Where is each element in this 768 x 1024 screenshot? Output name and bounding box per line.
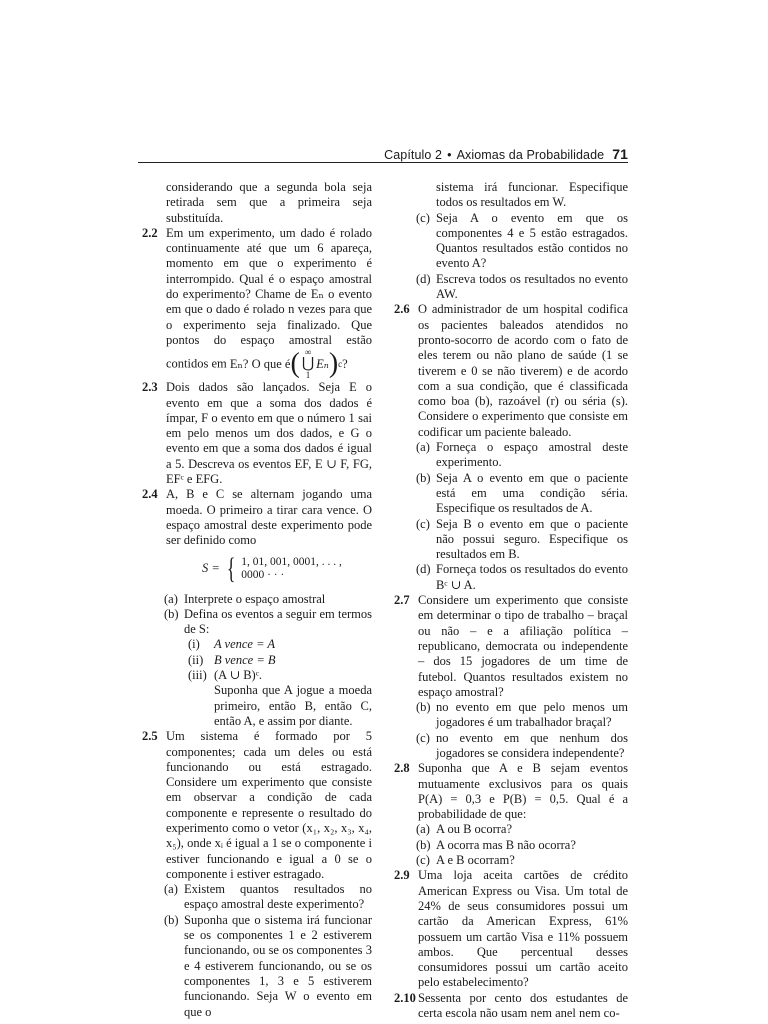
right-column bbox=[392, 180, 628, 1021]
item-a bbox=[140, 592, 372, 607]
problem-2-2 bbox=[140, 226, 372, 380]
item-label: (c) bbox=[416, 516, 430, 531]
item-d bbox=[392, 562, 628, 593]
problem-text: A, B e C se alternam jogando uma moeda. O primeiro a tirar cara vence. O espaço amostral deste experimento pode ser definido como bbox=[166, 487, 372, 548]
item-a bbox=[140, 882, 372, 913]
problem-number: 2.7 bbox=[394, 593, 410, 608]
item-label: (a) bbox=[416, 440, 430, 455]
problem-text: Sessenta por cento dos estudantes de certa escola não usam nem anel nem co- bbox=[418, 990, 628, 1021]
left-paren: ( bbox=[290, 348, 300, 380]
subitem-i bbox=[140, 637, 372, 652]
problem-text: Em um experimento, um dado é rolado continuamente até que um 6 apareça, momento em que o experimento é interrompido. Qual é o espaço amostral do experimento? Chame de Eₙ o evento em que o dado é rolado n vezes para que o experimento seja finalizado. Que pontos do espaço amostral estão contidos em bbox=[166, 225, 372, 371]
item-text: Defina os eventos a seguir em termos de S: bbox=[184, 606, 372, 637]
union-upper: ∞ bbox=[304, 347, 312, 358]
item-b bbox=[392, 838, 628, 853]
item-text: A e B ocorram? bbox=[436, 853, 515, 868]
problem-number: 2.3 bbox=[142, 380, 158, 395]
problem-text: Considere um experimento que consiste em determinar o tipo de trabalho – braçal ou não – e a afiliação política – republicano, democrata ou independente – dos 15 jogadores de um time de futebol. Quantos resultados existem no espaço amostral? bbox=[418, 593, 628, 699]
right-paren: ) bbox=[328, 348, 339, 380]
problem-text: Um sistema é formado por 5 componentes; cada um deles ou está funcionando ou está estragado. Considere um experimento que consiste em observar a condição de cada componente e represente o resultado do experimento como o vetor (x₁, x₂, x₃, x₄, x₅), onde xᵢ é igual a 1 se o componente i estiver funcionando e igual a 0 se o componente i estiver estragado. bbox=[166, 729, 372, 881]
item-b bbox=[392, 700, 628, 731]
subitem-label: (ii) bbox=[188, 652, 204, 667]
item-label: (a) bbox=[164, 591, 178, 606]
subitem-label: (i) bbox=[188, 637, 200, 652]
problem-text: Dois dados são lançados. Seja E o evento em que a soma dos dados é ímpar, F o evento em que o número 1 sai em pelo menos um dos dados, e G o evento em que a soma dos dados é igual a 5. Descreva os eventos EF, E ∪ F, FG, EFᶜ e EFG. bbox=[166, 380, 372, 487]
problem-note: Suponha que A jogue a moeda primeiro, então B, então C, então A, e assim por diante. bbox=[214, 683, 372, 728]
item-c bbox=[392, 517, 628, 563]
header-rule bbox=[138, 162, 628, 163]
set-line-2: 0000 · · · bbox=[241, 568, 285, 581]
subitem-text: (A ∪ B)ᶜ. bbox=[214, 668, 263, 683]
item-text: Escreva todos os resultados no evento AW. bbox=[436, 271, 628, 302]
problem-number: 2.2 bbox=[142, 225, 158, 240]
item-label: (b) bbox=[416, 700, 431, 715]
item-c bbox=[392, 731, 628, 762]
set-elements bbox=[241, 556, 342, 582]
problem-2-5 bbox=[140, 729, 372, 882]
item-c bbox=[392, 211, 628, 272]
item-text: Seja A o evento em que o paciente está em uma condição séria. Especifique os resultados de A. bbox=[436, 470, 628, 516]
item-text: A ocorra mas B não ocorra? bbox=[436, 837, 576, 852]
problem-number: 2.9 bbox=[394, 868, 410, 883]
subitem-ii bbox=[140, 653, 372, 668]
problem-text: Suponha que A e B sejam eventos mutuamente exclusivos para os quais P(A) = 0,3 e P(B) = 0,5. Qual é a probabilidade de que: bbox=[418, 761, 628, 822]
item-text: Forneça todos os resultados do evento Bᶜ ∪ A. bbox=[436, 562, 628, 592]
continuation-text: considerando que a segunda bola seja retirada sem que a primeira seja substituída. bbox=[166, 180, 372, 225]
union-formula bbox=[230, 348, 348, 380]
set-brace: { bbox=[226, 551, 236, 585]
problem-text: O administrador de um hospital codifica os pacientes baleados atendidos no pronto-socorro de acordo com o fato de eles terem ou não plano de saúde (1 se tiverem e 0 se não tiverem) e de acordo com a sua condição, que é classificada como boa (b), razoável (r) ou séria (s). Considere o experimento que consiste em codificar um paciente baleado. bbox=[418, 302, 628, 439]
item-text: no evento em que nenhum dos jogadores se considera independente? bbox=[436, 730, 628, 760]
page-number: 71 bbox=[612, 146, 628, 162]
problem-number: 2.5 bbox=[142, 729, 158, 744]
set-line-1: 1, 01, 001, 0001, . . . , bbox=[241, 555, 342, 568]
item-b bbox=[392, 471, 628, 517]
item-label: (b) bbox=[164, 912, 179, 927]
item-b bbox=[140, 913, 372, 1020]
subitem-iii bbox=[140, 668, 372, 683]
union-operator bbox=[302, 348, 314, 380]
problem-number: 2.8 bbox=[394, 761, 410, 776]
problem-number: 2.4 bbox=[142, 487, 158, 502]
item-a bbox=[392, 440, 628, 471]
item-text: Forneça o espaço amostral deste experimento. bbox=[436, 440, 628, 470]
item-text: Suponha que o sistema irá funcionar se os componentes 1 e 2 estiverem funcionando, ou se os componentes 3 e 4 estiverem funcionando, ou se os componentes 1, 3 e 5 estiverem funcionando. Seja W o evento em que o bbox=[184, 912, 372, 1019]
problem-2-6 bbox=[392, 302, 628, 440]
item-text: Interprete o espaço amostral bbox=[184, 591, 326, 606]
item-b bbox=[140, 607, 372, 638]
subitem-text: B vence = B bbox=[214, 652, 276, 667]
set-lhs: S = bbox=[202, 560, 220, 575]
item-label: (b) bbox=[416, 837, 431, 852]
problem-2-9 bbox=[392, 868, 628, 990]
item-label: (c) bbox=[416, 210, 430, 225]
item-label: (b) bbox=[416, 470, 431, 485]
item-c bbox=[392, 853, 628, 868]
formula-prefix: Eₙ? O que é bbox=[229, 356, 291, 371]
item-text: no evento em que pelo menos um jogadores é um trabalhador braçal? bbox=[436, 700, 628, 730]
item-label: (d) bbox=[416, 271, 431, 286]
item-label: (a) bbox=[164, 882, 178, 897]
sample-space-set bbox=[140, 551, 372, 585]
union-term: Eₙ bbox=[316, 356, 329, 371]
problem-text: Uma loja aceita cartões de crédito American Express ou Visa. Um total de 24% de seus consumidores possui um cartão da American Express, 61% possuem um cartão Visa e 11% possuem ambos. Que percentual desses consumidores possui um cartão aceito pelo estabelecimento? bbox=[418, 868, 628, 990]
problem-2-3 bbox=[140, 380, 372, 487]
item-text: Seja A o evento em que os componentes 4 e 5 estão estragados. Quantos resultados estão contidos no evento A? bbox=[436, 210, 628, 271]
item-label: (a) bbox=[416, 822, 430, 837]
item-label: (c) bbox=[416, 730, 430, 745]
continuation-text bbox=[392, 180, 628, 211]
item-text: Seja B o evento em que o paciente não possui seguro. Especifique os resultados em B. bbox=[436, 516, 628, 562]
union-lower: 1 bbox=[305, 370, 311, 381]
item-text: A ou B ocorra? bbox=[436, 822, 513, 837]
item-text: Existem quantos resultados no espaço amostral deste experimento? bbox=[184, 882, 372, 912]
item-label: (b) bbox=[164, 606, 179, 621]
chapter-label: Capítulo 2 bbox=[384, 148, 443, 162]
problem-2-4 bbox=[140, 487, 372, 548]
item-a bbox=[392, 822, 628, 837]
left-column bbox=[140, 180, 372, 1020]
problem-2-7 bbox=[392, 593, 628, 700]
problem-2-10 bbox=[392, 991, 628, 1022]
union-symbol: ⋃ bbox=[301, 356, 315, 373]
subitem-text: A vence = A bbox=[214, 637, 276, 652]
item-label: (d) bbox=[416, 562, 431, 577]
subitem-label: (iii) bbox=[188, 668, 207, 683]
problem-2-8 bbox=[392, 761, 628, 822]
problem-number: 2.6 bbox=[394, 302, 410, 317]
item-text: sistema irá funcionar. Especifique todos os resultados em W. bbox=[436, 180, 628, 210]
bullet-separator: • bbox=[447, 148, 452, 162]
item-label: (c) bbox=[416, 853, 430, 868]
complement-mark: c bbox=[338, 358, 343, 369]
formula-suffix: ? bbox=[342, 356, 348, 371]
problem-number: 2.10 bbox=[394, 990, 416, 1005]
chapter-title: Axiomas da Probabilidade bbox=[456, 148, 605, 162]
item-d bbox=[392, 272, 628, 303]
